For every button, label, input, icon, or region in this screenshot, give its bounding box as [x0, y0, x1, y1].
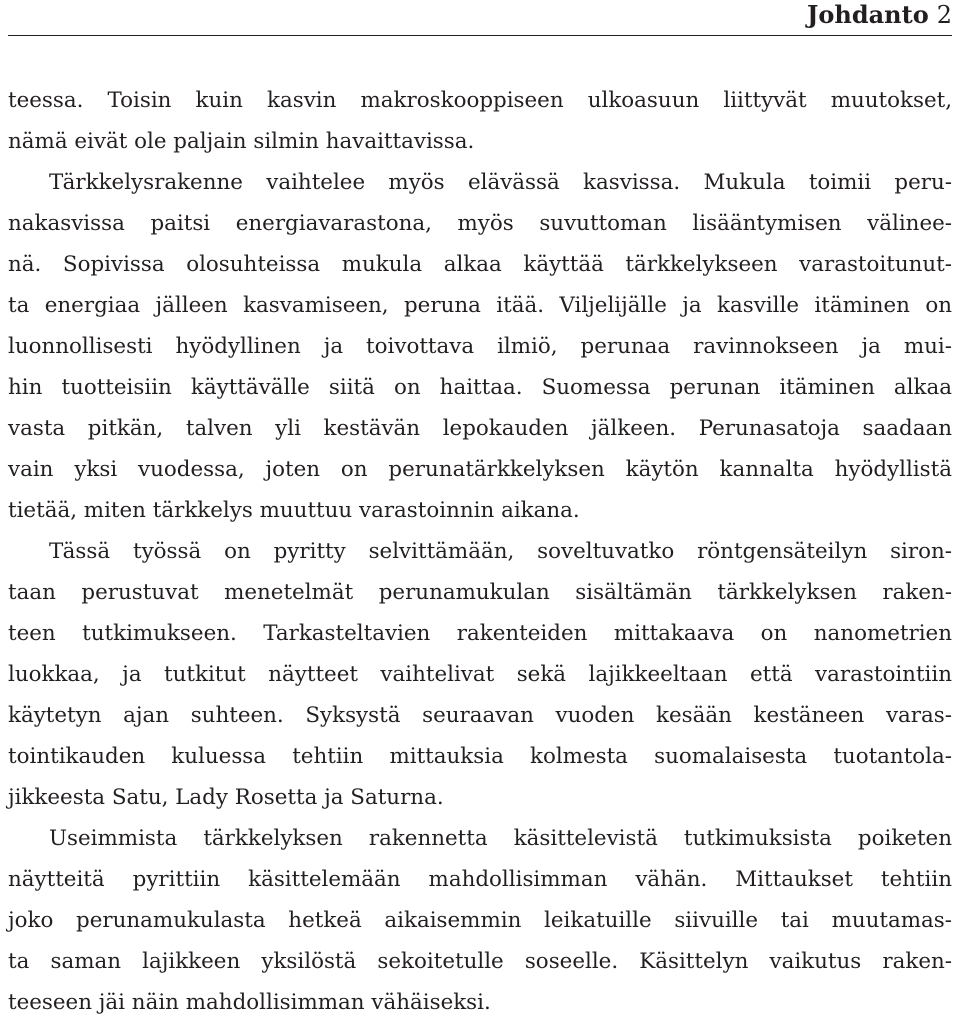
paragraph [8, 818, 952, 1023]
paragraph [8, 162, 952, 531]
paragraph [8, 531, 952, 818]
text-line: teessa. Toisin kuin kasvin makroskooppiseen ulkoasuun liittyvät muutokset, [8, 88, 952, 113]
text-line: jikkeesta Satu, Lady Rosetta ja Saturna. [8, 785, 444, 810]
text-line: luokkaa, ja tutkitut näytteet vaihtelivat sekä lajikkeeltaan että varastointiin [8, 662, 952, 687]
text-line: nä. Sopivissa olosuhteissa mukula alkaa käyttää tärkkelykseen varastoitunut- [8, 252, 952, 277]
text-line: käytetyn ajan suhteen. Syksystä seuraavan vuoden kesään kestäneen varas- [8, 703, 952, 728]
chapter-title: Johdanto [807, 0, 929, 29]
running-header [0, 0, 952, 34]
text-line: Tärkkelysrakenne vaihtelee myös elävässä kasvissa. Mukula toimii peru- [49, 170, 952, 195]
text-line: Tässä työssä on pyritty selvittämään, soveltuvatko röntgensäteilyn siron- [49, 539, 952, 564]
text-line: ta energiaa jälleen kasvamiseen, peruna itää. Viljelijälle ja kasville itäminen on [8, 293, 952, 318]
text-line: näytteitä pyrittiin käsittelemään mahdollisimman vähän. Mittaukset tehtiin [8, 867, 952, 892]
text-line: teeseen jäi näin mahdollisimman vähäiseksi. [8, 990, 491, 1015]
text-line: joko perunamukulasta hetkeä aikaisemmin leikatuille siivuille tai muutamas- [8, 908, 952, 933]
text-line: nämä eivät ole paljain silmin havaittavissa. [8, 129, 475, 154]
text-line: vain yksi vuodessa, joten on perunatärkkelyksen käytön kannalta hyödyllistä [8, 457, 952, 482]
text-line: vasta pitkän, talven yli kestävän lepokauden jälkeen. Perunasatoja saadaan [8, 416, 952, 441]
text-line: hin tuotteisiin käyttävälle siitä on haittaa. Suomessa perunan itäminen alkaa [8, 375, 952, 400]
text-line: tointikauden kuluessa tehtiin mittauksia kolmesta suomalaisesta tuotantola- [8, 744, 952, 769]
text-line: teen tutkimukseen. Tarkasteltavien rakenteiden mittakaava on nanometrien [8, 621, 952, 646]
paragraph [8, 80, 952, 162]
body-text [8, 80, 952, 1023]
text-line: luonnollisesti hyödyllinen ja toivottava ilmiö, perunaa ravinnokseen ja mui- [8, 334, 952, 359]
text-line: ta saman lajikkeen yksilöstä sekoitetulle soseelle. Käsittelyn vaikutus raken- [8, 949, 952, 974]
page-number: 2 [936, 1, 952, 29]
header-rule [8, 35, 952, 36]
text-line: Useimmista tärkkelyksen rakennetta käsittelevistä tutkimuksista poiketen [49, 826, 952, 851]
text-line: tietää, miten tärkkelys muuttuu varastoinnin aikana. [8, 498, 580, 523]
text-line: taan perustuvat menetelmät perunamukulan sisältämän tärkkelyksen raken- [8, 580, 952, 605]
text-line: nakasvissa paitsi energiavarastona, myös suvuttoman lisääntymisen välinee- [8, 211, 952, 236]
